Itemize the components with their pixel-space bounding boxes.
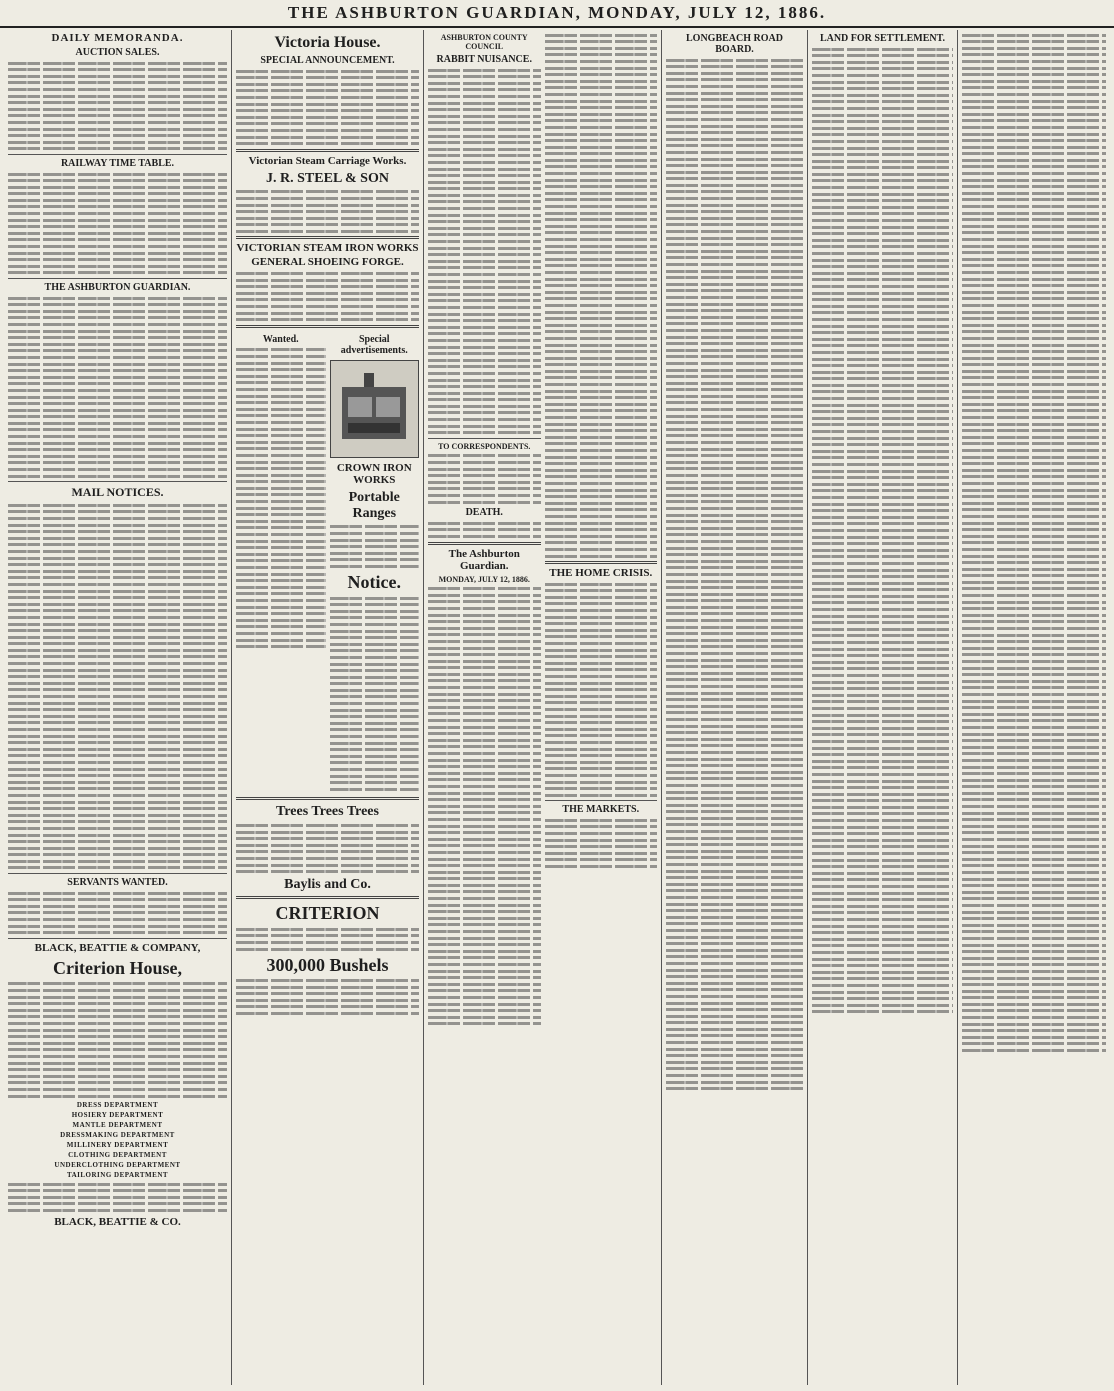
text-block — [666, 59, 803, 1091]
land-settlement-heading: LAND FOR SETTLEMENT. — [819, 33, 946, 44]
text-block — [8, 173, 227, 275]
special-announcement: SPECIAL ANNOUNCEMENT. — [260, 55, 395, 66]
notice-title: Notice. — [347, 571, 401, 592]
bushels-title: 300,000 Bushels — [266, 954, 389, 975]
railway-heading: RAILWAY TIME TABLE. — [60, 157, 175, 169]
special-ads-heading: Special advertisements. — [340, 333, 408, 356]
text-block — [236, 190, 419, 233]
department-item: MILLINERY DEPARTMENT — [66, 1141, 169, 1150]
wanted-section — [236, 331, 326, 795]
text-block — [545, 819, 658, 868]
rabbit-heading: RABBIT NUISANCE. — [436, 54, 532, 65]
text-block — [8, 62, 227, 151]
portable-ranges: Portable Ranges — [348, 489, 400, 521]
text-block — [236, 70, 419, 146]
department-item: TAILORING DEPARTMENT — [66, 1171, 169, 1180]
text-block — [236, 272, 419, 321]
range-illustration — [330, 360, 420, 458]
text-block — [8, 504, 227, 870]
text-block — [236, 928, 419, 951]
masthead-title: THE ASHBURTON GUARDIAN, MONDAY, JULY 12, 1886. — [287, 3, 827, 22]
column-1 — [4, 30, 232, 1385]
text-block — [545, 34, 658, 558]
text-block — [8, 297, 227, 478]
text-block — [236, 979, 419, 1015]
carriage-works-title: Victorian Steam Carriage Works. — [248, 154, 407, 167]
home-crisis-title: THE HOME CRISIS. — [549, 567, 653, 580]
mail-notices-heading: MAIL NOTICES. — [71, 485, 164, 500]
text-block — [8, 982, 227, 1097]
column-3 — [424, 30, 662, 1385]
shoeing-forge: GENERAL SHOEING FORGE. — [251, 256, 404, 269]
text-block — [428, 522, 541, 538]
auction-sales-heading: AUCTION SALES. — [75, 47, 160, 58]
baylis-title: Baylis and Co. — [284, 877, 371, 893]
department-item: CLOTHING DEPARTMENT — [68, 1151, 167, 1160]
paper-date: MONDAY, JULY 12, 1886. — [438, 574, 530, 584]
council-section — [428, 30, 541, 1029]
council-heading: ASHBURTON COUNTY COUNCIL — [440, 33, 528, 51]
department-item: MANTLE DEPARTMENT — [72, 1121, 163, 1130]
footer-ad: BLACK, BEATTIE & CO. — [54, 1215, 181, 1228]
text-block — [236, 824, 419, 873]
criterion-house: Criterion House, — [53, 957, 182, 978]
guardian-heading: THE ASHBURTON GUARDIAN. — [44, 282, 191, 293]
text-block — [812, 48, 953, 1014]
death-heading: DEATH. — [465, 507, 503, 519]
special-ads-section — [330, 331, 420, 795]
column-5 — [808, 30, 958, 1385]
text-block — [236, 348, 326, 648]
columns — [4, 30, 1110, 1385]
steel-and-son: J. R. STEEL & SON — [266, 170, 389, 186]
text-block — [428, 587, 541, 1025]
department-item: DRESS DEPARTMENT — [76, 1101, 159, 1110]
masthead — [0, 0, 1114, 28]
stove-icon — [334, 369, 414, 449]
department-item: HOSIERY DEPARTMENT — [71, 1111, 164, 1120]
markets-heading: THE MARKETS. — [562, 804, 640, 816]
article-section — [545, 30, 658, 1029]
text-block — [330, 597, 420, 791]
paper-title: The Ashburton Guardian. — [448, 547, 520, 572]
column-2 — [232, 30, 424, 1385]
wanted-heading: Wanted. — [262, 333, 299, 345]
victoria-house-title: Victoria House. — [274, 34, 381, 51]
text-block — [545, 583, 658, 797]
black-beattie-name: BLACK, BEATTIE & COMPANY, — [34, 941, 201, 954]
text-block — [8, 892, 227, 935]
text-block — [330, 525, 420, 568]
text-block — [8, 1183, 227, 1212]
correspondents-heading: TO CORRESPONDENTS. — [438, 441, 531, 451]
department-list — [8, 1101, 227, 1179]
daily-memoranda-heading: DAILY MEMORANDA. — [51, 32, 184, 44]
crown-iron-works: CROWN IRON WORKS — [336, 461, 412, 486]
road-board-heading: LONGBEACH ROAD BOARD. — [686, 33, 783, 55]
column-4 — [662, 30, 808, 1385]
department-item: UNDERCLOTHING DEPARTMENT — [54, 1161, 181, 1170]
text-block — [428, 69, 541, 435]
column-6 — [958, 30, 1110, 1385]
department-item: DRESSMAKING DEPARTMENT — [60, 1131, 175, 1140]
servants-heading: SERVANTS WANTED. — [67, 877, 168, 889]
criterion-title: CRITERION — [275, 903, 380, 924]
text-block — [428, 454, 541, 503]
iron-works-title: VICTORIAN STEAM IRON WORKS — [236, 242, 419, 255]
trees-title: Trees Trees Trees — [276, 804, 379, 820]
text-block — [962, 34, 1106, 1052]
